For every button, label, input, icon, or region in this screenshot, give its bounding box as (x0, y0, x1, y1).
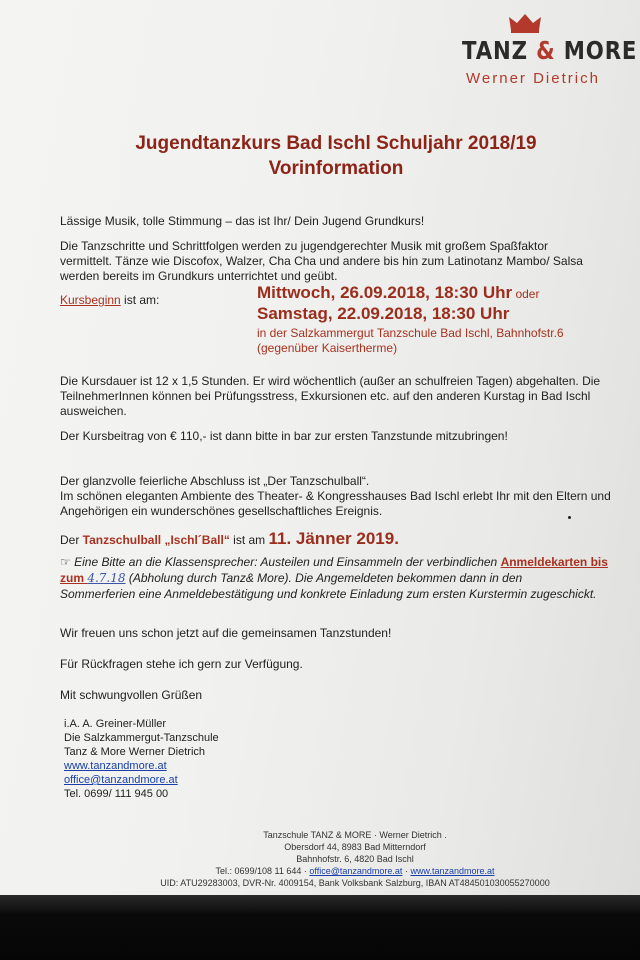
footer-website-link[interactable]: www.tanzandmore.at (410, 866, 495, 876)
kursbeginn-oder: oder (512, 287, 540, 301)
kursbeitrag-text: Der Kursbeitrag von € 110,- ist dann bitte in bar zur ersten Tanzstunde mitzubringen! (60, 429, 508, 443)
dark-background (0, 895, 640, 960)
closing-gruss: Mit schwungvollen Grüßen (60, 688, 203, 702)
paper-speck (568, 516, 571, 519)
kursbeginn-label-suffix: ist am: (120, 293, 160, 307)
kursbeginn-date-1-text: Mittwoch, 26.09.2018, 18:30 Uhr (257, 283, 513, 302)
footer-sep: · (402, 866, 411, 876)
bitte-line-2 (60, 570, 522, 586)
kursdauer-line-2: TeilnehmerInnen können bei Prüfungsstress, Exkursionen etc. auf den anderen Kurstag in Bad Ischl (60, 389, 591, 403)
crown-icon (508, 12, 542, 34)
logo-word-tanz: TANZ (462, 36, 528, 65)
email-link[interactable]: office@tanzandmore.at (64, 774, 178, 786)
footer-line-3: Bahnhofstr. 6, 4820 Bad Ischl (296, 854, 414, 864)
signature-line-3: Tanz & More Werner Dietrich (64, 746, 206, 758)
bitte-line-1 (60, 554, 608, 570)
intro-paragraph-line-3: werden bereits im Grundkurs unterrichtet und geübt. (60, 269, 338, 283)
intro-line: Lässige Musik, tolle Stimmung – das ist Ihr/ Dein Jugend Grundkurs! (60, 214, 425, 228)
ball-date: 11. Jänner 2019. (268, 529, 399, 548)
anmeldekarten-highlight: Anmeldekarten bis (500, 555, 608, 569)
kursbeginn-label-word: Kursbeginn (60, 293, 121, 307)
page-subtitle: Vorinformation (268, 158, 404, 179)
pointing-hand-icon: ☞ (60, 555, 71, 569)
intro-paragraph-line-2: vermittelt. Tänze wie Discofox, Walzer, Cha Cha und andere bis hin zum Latinotanz Mambo/ Salsa (60, 254, 583, 268)
kursbeginn-date-2: Samstag, 22.09.2018, 18:30 Uhr (257, 304, 510, 323)
ball-prefix: Der (60, 533, 83, 547)
logo-wordmark (462, 36, 637, 65)
footer-line-4 (110, 865, 600, 877)
kursbeginn-location-2: (gegenüber Kaisertherme) (257, 341, 398, 355)
logo-word-more: MORE (563, 36, 638, 65)
footer-line-5: UID: ATU29283003, DVR-Nr. 4009154, Bank Volksbank Salzburg, IBAN AT484501030055270000 (160, 878, 550, 888)
logo-subtitle: Werner Dietrich (466, 70, 600, 87)
kursdauer-line-3: ausweichen. (60, 404, 127, 418)
page-title: Jugendtanzkurs Bad Ischl Schuljahr 2018/19 (135, 133, 537, 154)
bitte-line-3: Sommerferien eine Anmeldebestätigung und konkrete Einladung zum ersten Kurstermin zugeschickt. (60, 587, 597, 601)
closing-freuen: Wir freuen uns schon jetzt auf die gemeinsamen Tanzstunden! (60, 626, 392, 640)
logo-ampersand: & (536, 36, 556, 65)
abschluss-line-3: Angehörigen ein wunderschönes gesellschaftliches Ereignis. (60, 504, 383, 518)
abschluss-line-1: Der glanzvolle feierliche Abschluss ist „Der Tanzschulball“. (60, 474, 370, 488)
kursbeginn-label (60, 292, 159, 308)
kursbeginn-date-1 (257, 283, 539, 303)
ball-mid: ist am (229, 533, 269, 547)
ball-name: Tanzschulball „Ischl´Ball“ (82, 533, 230, 547)
handwritten-date: 4.7.18 (87, 571, 126, 585)
signature-phone: Tel. 0699/ 111 945 00 (64, 788, 169, 800)
closing-rueckfragen: Für Rückfragen stehe ich gern zur Verfügung. (60, 657, 303, 671)
footer-email-link[interactable]: office@tanzandmore.at (309, 866, 403, 876)
intro-paragraph-line-1: Die Tanzschritte und Schrittfolgen werden zu jugendgerechter Musik mit großem Spaßfaktor (60, 239, 549, 253)
footer-line-1: Tanzschule TANZ & MORE · Werner Dietrich . (263, 830, 447, 840)
bitte-line-1-text: Eine Bitte an die Klassensprecher: Austeilen und Einsammeln der verbindlichen (70, 555, 501, 569)
kursbeginn-location-1: in der Salzkammergut Tanzschule Bad Ischl, Bahnhofstr.6 (257, 326, 564, 340)
ball-line (60, 529, 399, 549)
bitte-zum: zum (60, 571, 88, 585)
footer-phone: Tel.: 0699/108 11 644 · (215, 866, 310, 876)
kursdauer-line-1: Die Kursdauer ist 12 x 1,5 Stunden. Er wird wöchentlich (außer an schulfreien Tagen) abgehalten. Die (60, 374, 601, 388)
abschluss-line-2: Im schönen eleganten Ambiente des Theater- & Kongresshauses Bad Ischl erlebt Ihr mit den Eltern und (60, 489, 611, 503)
footer-line-2: Obersdorf 44, 8983 Bad Mitterndorf (284, 842, 426, 852)
signature-line-2: Die Salzkammergut-Tanzschule (64, 732, 219, 744)
website-link[interactable]: www.tanzandmore.at (64, 760, 167, 772)
bitte-line-2-text: (Abholung durch Tanz& More). Die Angemeldeten bekommen dann in den (125, 571, 523, 585)
signature-line-1: i.A. A. Greiner-Müller (64, 718, 167, 730)
